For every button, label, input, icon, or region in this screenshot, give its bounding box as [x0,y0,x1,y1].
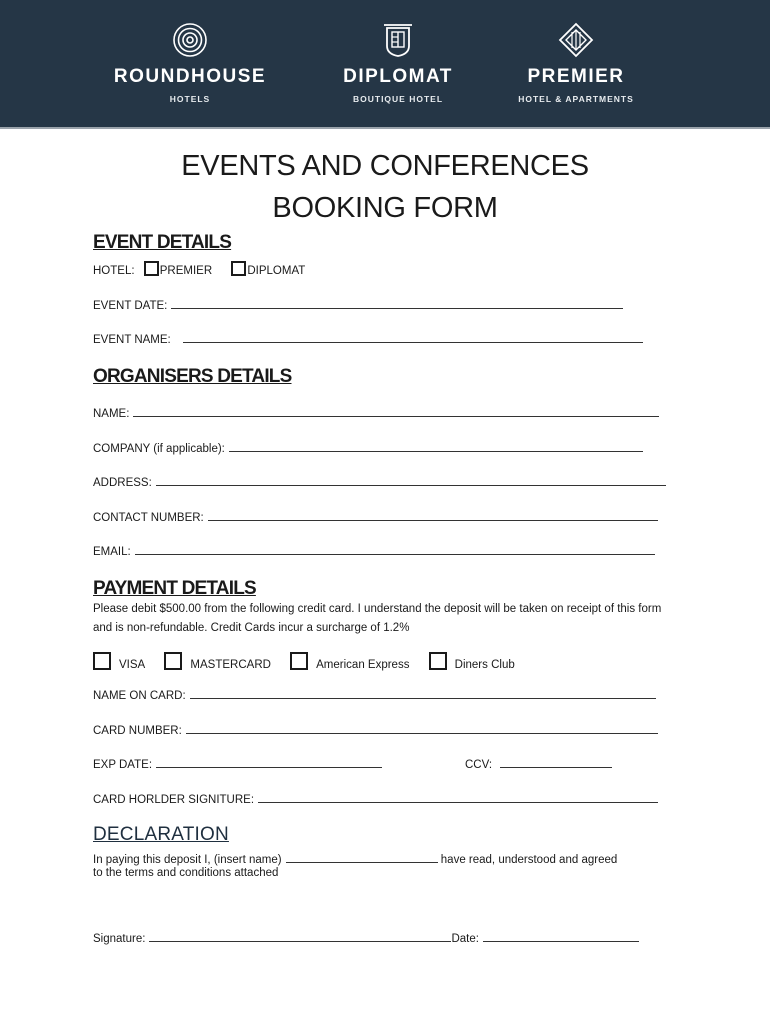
event-date-label: EVENT DATE: [93,300,168,312]
organiser-name-label: NAME: [93,408,130,420]
diners-club-label: Diners Club [454,659,515,671]
hotel-label: HOTEL: [93,265,135,277]
payment-terms-text: Please debit $500.00 from the following credit card. I understand the deposit will be taken on receipt of this form and is non-refundable. Credit Cards incur a surcharge of 1.2% [93,603,662,634]
address-field[interactable] [156,473,666,486]
mastercard-checkbox[interactable] [164,652,182,670]
organiser-name-row [93,404,659,420]
signature-label: Signature: [93,933,146,945]
roundhouse-brand [90,0,290,129]
email-label: EMAIL: [93,546,131,558]
event-name-field[interactable] [183,330,643,343]
declaration-line1 [93,850,617,866]
card-holder-signature-row [93,790,658,806]
name-on-card-field[interactable] [190,686,656,699]
exp-date-row [93,755,382,771]
declaration-heading: DECLARATION [93,824,229,845]
brand-subtitle: BOUTIQUE HOTEL [352,94,444,104]
ccv-label: CCV: [465,759,493,771]
company-label: COMPANY (if applicable): [93,443,225,455]
declaration-text-after: have read, understood and agreed [440,854,618,866]
diplomat-option-label: DIPLOMAT [247,265,306,277]
brand-subtitle: HOTEL & APARTMENTS [518,94,634,104]
email-row [93,542,655,558]
diplomat-checkbox[interactable] [231,261,246,276]
declarant-name-field[interactable] [286,850,438,863]
diners-club-checkbox[interactable] [429,652,447,670]
contact-number-label: CONTACT NUMBER: [93,512,204,524]
event-date-row [93,296,623,312]
amex-checkbox[interactable] [290,652,308,670]
exp-date-label: EXP DATE: [93,759,153,771]
contact-number-field[interactable] [208,508,658,521]
exp-date-field[interactable] [156,755,382,768]
mastercard-label: MASTERCARD [190,659,271,671]
diplomat-brand [298,0,498,129]
premier-checkbox[interactable] [144,261,159,276]
organisers-details-heading: ORGANISERS DETAILS [93,366,292,387]
address-label: ADDRESS: [93,477,152,489]
declaration-date-label: Date: [451,933,479,945]
address-row [93,473,666,489]
card-holder-signature-label: CARD HORLDER SIGNITURE: [93,794,255,806]
amex-label: American Express [316,659,410,671]
brand-name: ROUNDHOUSE [113,66,267,87]
visa-label: VISA [119,659,146,671]
premier-logo-icon [558,22,594,58]
ccv-row [465,755,612,771]
event-date-field[interactable] [171,296,623,309]
name-on-card-row [93,686,656,702]
visa-checkbox[interactable] [93,652,111,670]
diplomat-logo-icon [380,22,416,58]
contact-number-row [93,508,658,524]
declaration-date-field[interactable] [483,929,639,942]
card-number-label: CARD NUMBER: [93,725,182,737]
name-on-card-label: NAME ON CARD: [93,690,186,702]
event-name-label: EVENT NAME: [93,334,171,346]
signature-field[interactable] [149,929,451,942]
hotel-row [93,261,321,277]
premier-option-label: PREMIER [159,265,213,277]
company-row [93,439,643,455]
email-field[interactable] [135,542,655,555]
ccv-field[interactable] [500,755,612,768]
roundhouse-logo-icon [172,22,208,58]
event-details-heading: EVENT DETAILS [93,232,232,253]
form-title-line2: BOOKING FORM [272,192,498,224]
card-number-field[interactable] [186,721,658,734]
company-field[interactable] [229,439,643,452]
card-number-row [93,721,658,737]
hotel-brands-banner [0,0,770,129]
card-holder-signature-field[interactable] [258,790,658,803]
organiser-name-field[interactable] [133,404,659,417]
declaration-line2: to the terms and conditions attached [93,867,279,879]
premier-brand [476,0,676,129]
signature-row [93,929,639,945]
card-type-row [93,652,531,671]
brand-subtitle: HOTELS [169,94,211,104]
event-name-row [93,330,643,346]
form-title-line1: EVENTS AND CONFERENCES [181,150,589,182]
payment-details-heading: PAYMENT DETAILS [93,578,256,599]
declaration-text-before: In paying this deposit I, (insert name) [93,854,282,866]
brand-name: DIPLOMAT [343,66,453,87]
brand-name: PREMIER [527,66,625,87]
